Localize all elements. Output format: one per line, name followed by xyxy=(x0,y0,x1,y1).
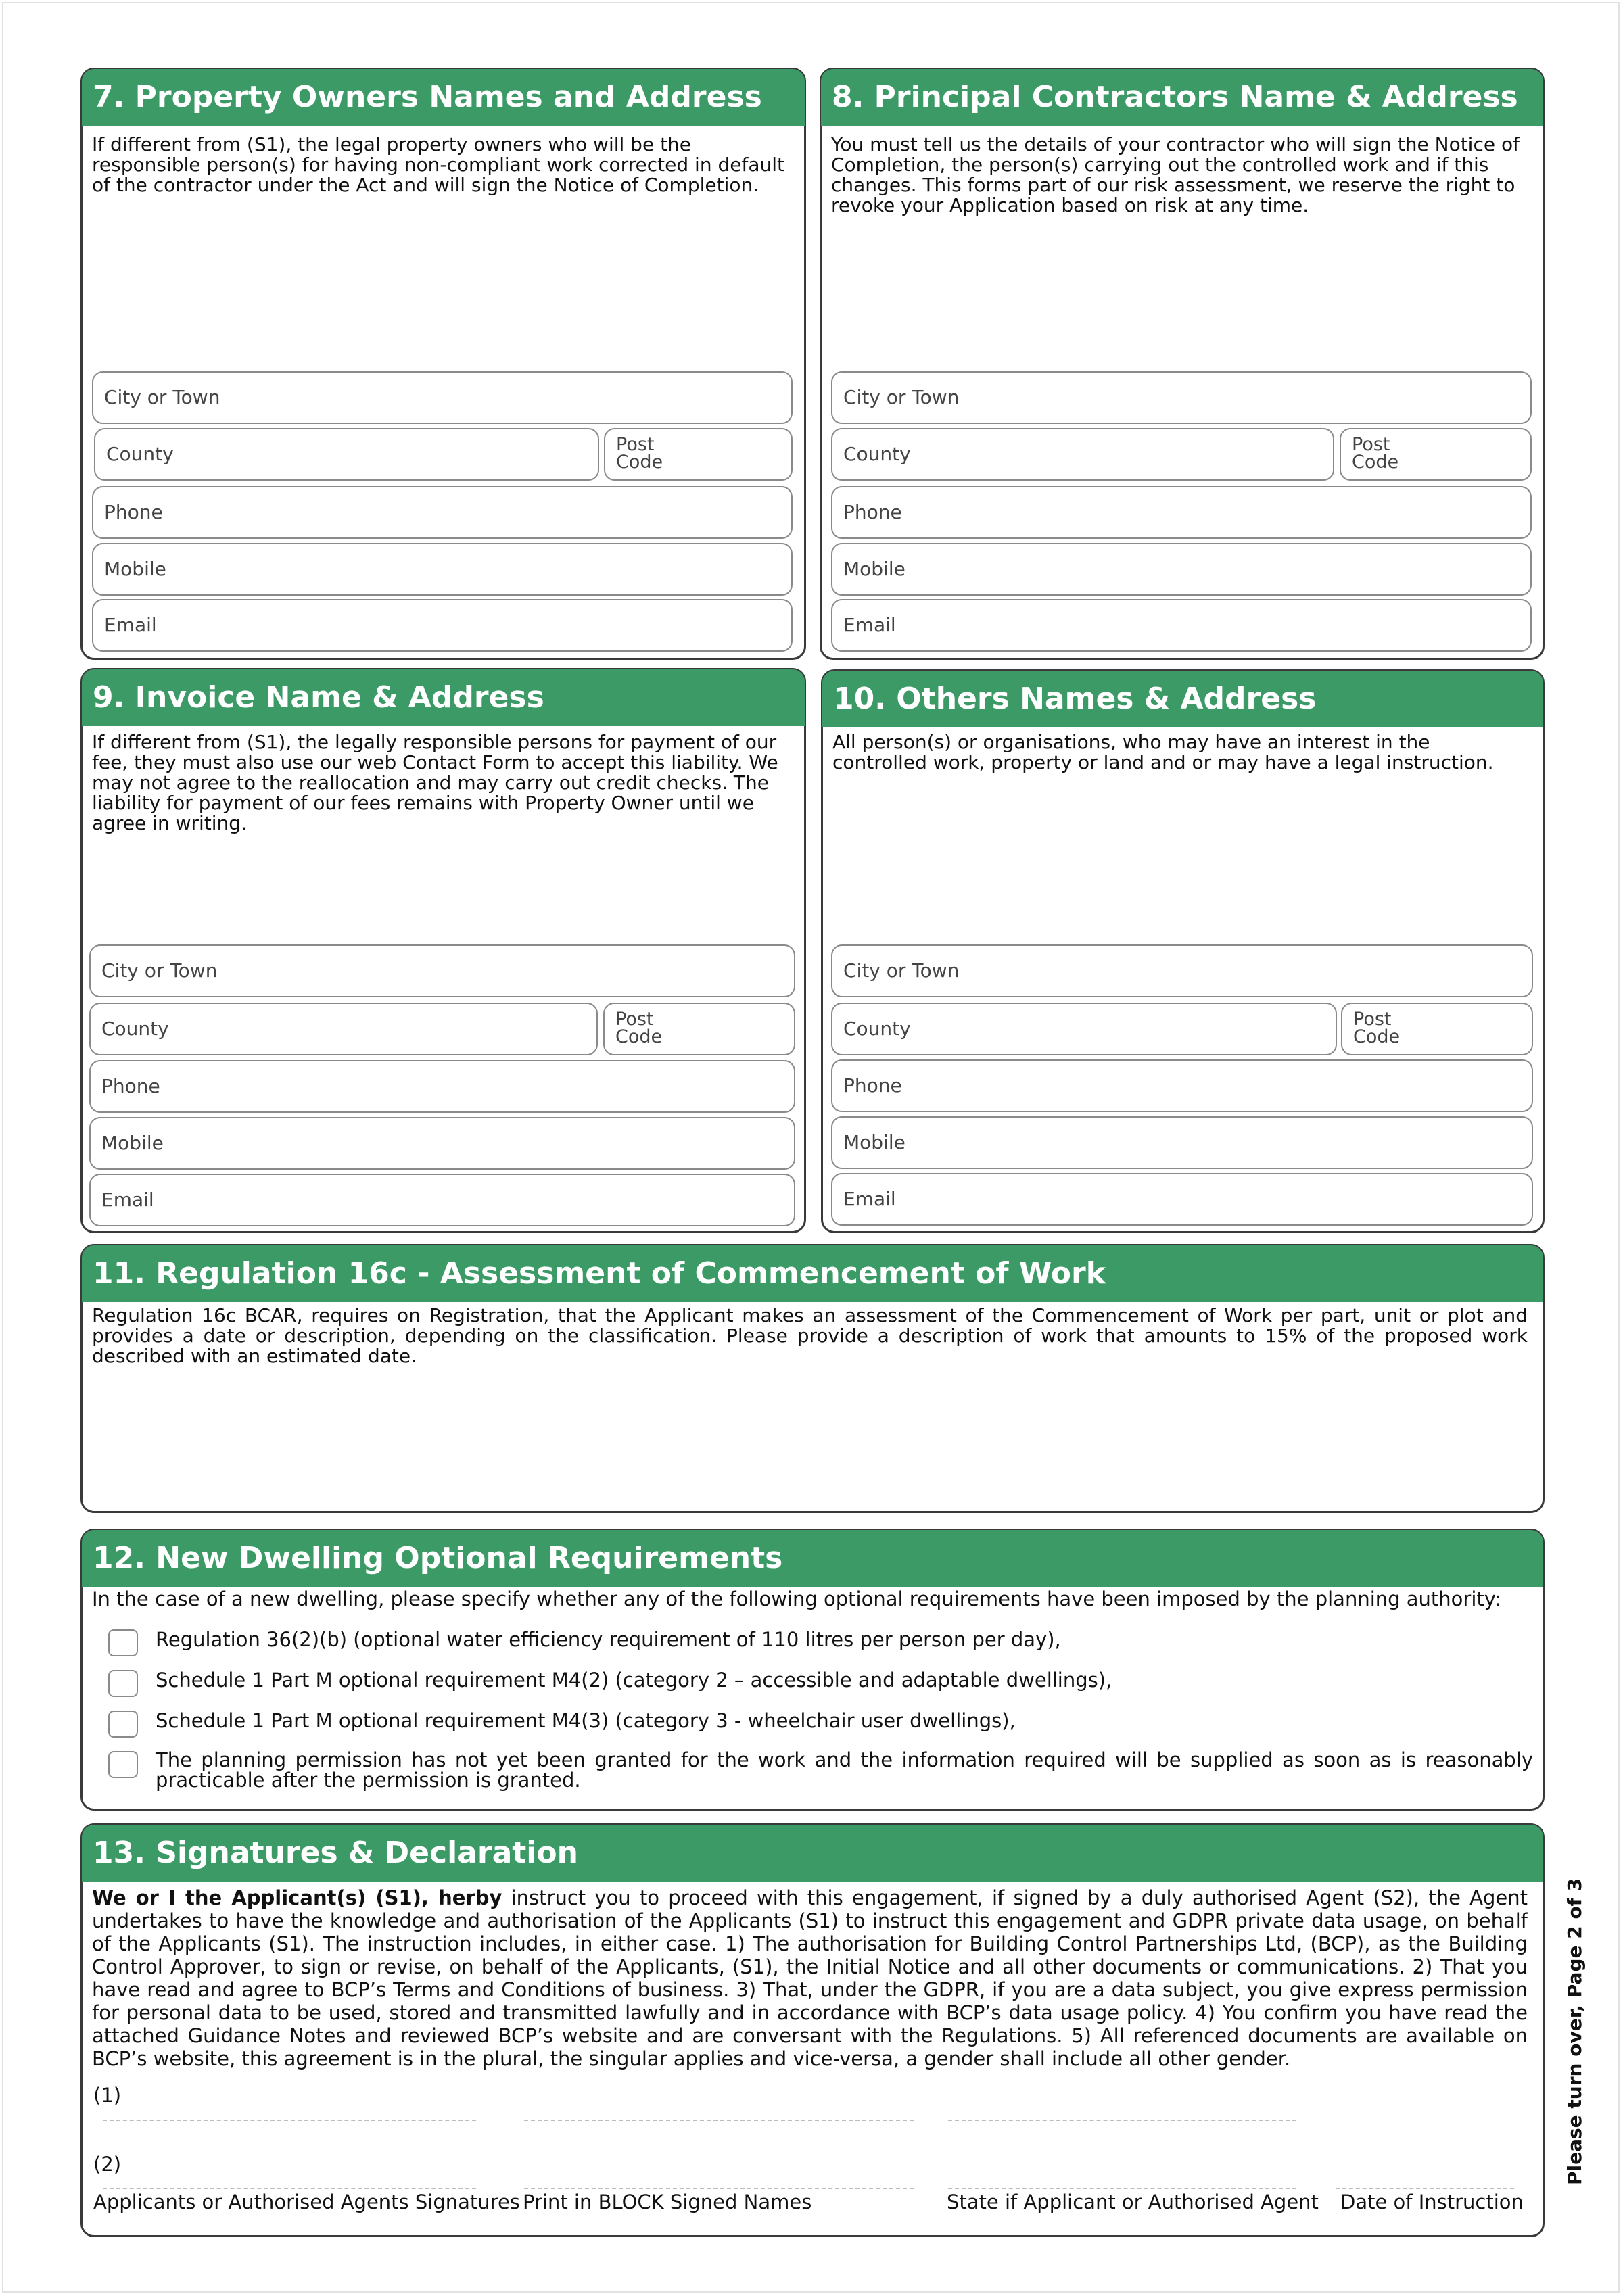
county-field[interactable] xyxy=(831,1003,1337,1055)
city-field[interactable] xyxy=(831,944,1533,997)
city-label: City or Town xyxy=(104,386,220,408)
section-title: 8. Principal Contractors Name & Address xyxy=(821,69,1543,126)
post-code-field[interactable] xyxy=(1340,428,1532,481)
checkbox-m4-3[interactable] xyxy=(108,1711,138,1738)
section-principal-contractors xyxy=(820,68,1545,660)
page-side-note: Please turn over, Page 2 of 3 xyxy=(1563,1878,1586,2185)
section-invoice xyxy=(80,668,806,1233)
city-field[interactable] xyxy=(831,371,1532,424)
county-label: County xyxy=(106,443,174,465)
signature-row-2-label: (2) xyxy=(93,2153,122,2176)
section-title: 13. Signatures & Declaration xyxy=(82,1825,1543,1882)
declaration-body: instruct you to proceed with this engagement, if signed by a duly authorised Agent (S2), the Agent undertakes to have the knowledge and authorisation of the Applicants (S1) to instruct this engagement and GDPR private data usage, on behalf of the Applicants (S1). The instruction includes, in either case. 1) The authorisation for Building Control Partnerships Ltd, (BCP), as the Building Control Approver, to sign or revise, on behalf of the Applicants, (S1), the Initial Notice and all other documents or communications. 2) That you have read and agree to BCP’s Terms and Conditions of business. 3) That, under the GDPR, if you are a data subject, you give express permission for personal data to be used, stored and transmitted lawfully and in accordance with BCP’s data usage policy. 4) You confirm you have read the attached Guidance Notes and reviewed BCP’s website and are conversant with the Regulations. 5) All referenced documents are available on BCP’s website, this agreement is in the plural, the singular applies and vice-versa, a gender shall include all other gender. xyxy=(92,1886,1528,2070)
county-label: County xyxy=(843,443,911,465)
checkbox-permission-pending[interactable] xyxy=(108,1751,138,1778)
section-description: If different from (S1), the legal property owners who will be the responsible person(s) for having non-compliant work corrected in default of the contractor under the Act and will sign the Notice of Completion. xyxy=(92,133,784,196)
date-line[interactable] xyxy=(1336,2188,1514,2189)
phone-field[interactable] xyxy=(92,486,793,539)
city-field[interactable] xyxy=(92,371,793,424)
post-code-label: Post Code xyxy=(1352,434,1399,473)
county-field[interactable] xyxy=(89,1003,598,1055)
option-m4-2: Schedule 1 Part M optional requirement M4(2) (category 2 – accessible and adaptable dwellings), xyxy=(156,1669,1112,1692)
mobile-field[interactable] xyxy=(831,543,1532,596)
email-field[interactable] xyxy=(831,599,1532,652)
mobile-label: Mobile xyxy=(101,1132,164,1154)
phone-field[interactable] xyxy=(831,486,1532,539)
section-new-dwelling xyxy=(80,1529,1545,1811)
city-field[interactable] xyxy=(89,944,795,997)
signature-label: Applicants or Authorised Agents Signatures xyxy=(93,2191,520,2214)
phone-label: Phone xyxy=(104,501,163,523)
city-label: City or Town xyxy=(843,959,960,982)
option-water-efficiency: Regulation 36(2)(b) (optional water efficiency requirement of 110 litres per person per day), xyxy=(156,1628,1061,1651)
section-title: 7. Property Owners Names and Address xyxy=(82,69,805,126)
email-label: Email xyxy=(101,1189,154,1211)
mobile-label: Mobile xyxy=(843,1131,905,1153)
county-label: County xyxy=(843,1018,911,1040)
mobile-label: Mobile xyxy=(104,558,166,580)
mobile-field[interactable] xyxy=(831,1116,1533,1169)
section-title: 11. Regulation 16c - Assessment of Commencement of Work xyxy=(82,1245,1543,1302)
print-name-line-2[interactable] xyxy=(524,2188,914,2189)
county-field[interactable] xyxy=(94,428,599,481)
signature-line-1[interactable] xyxy=(103,2120,476,2121)
post-code-label: Post Code xyxy=(615,1009,663,1047)
city-label: City or Town xyxy=(101,959,218,982)
county-label: County xyxy=(101,1018,169,1040)
section-description: All person(s) or organisations, who may have an interest in the controlled work, property or land and or may have a legal instruction. xyxy=(832,731,1494,773)
checkbox-water-efficiency[interactable] xyxy=(108,1629,138,1656)
checkbox-m4-2[interactable] xyxy=(108,1670,138,1697)
email-field[interactable] xyxy=(92,599,793,652)
section-description: You must tell us the details of your contractor who will sign the Notice of Completion, the person(s) carrying out the controlled work and if this changes. This forms part of our risk assessment, we reserve the right to revoke your Application based on risk at any time. xyxy=(831,133,1520,216)
mobile-field[interactable] xyxy=(89,1117,795,1170)
email-label: Email xyxy=(843,1188,896,1210)
section-title: 9. Invoice Name & Address xyxy=(82,669,805,726)
mobile-label: Mobile xyxy=(843,558,905,580)
mobile-field[interactable] xyxy=(92,543,793,596)
phone-label: Phone xyxy=(101,1075,160,1097)
email-field[interactable] xyxy=(89,1174,795,1226)
post-code-field[interactable] xyxy=(1341,1003,1533,1055)
section-description: Regulation 16c BCAR, requires on Registration, that the Applicant makes an assessment of the Commencement of Work per part, unit or plot and provides a date or description, depending on the classification. Please provide a description of work that amounts to 15% of the proposed work described with an estimated date. xyxy=(92,1304,1528,1367)
county-field[interactable] xyxy=(831,428,1334,481)
section-regulation-16c[interactable] xyxy=(80,1244,1545,1513)
phone-label: Phone xyxy=(843,501,902,523)
signature-line-2[interactable] xyxy=(103,2188,476,2189)
email-field[interactable] xyxy=(831,1173,1533,1226)
option-m4-3: Schedule 1 Part M optional requirement M4(3) (category 3 - wheelchair user dwellings), xyxy=(156,1709,1016,1732)
print-name-line-1[interactable] xyxy=(524,2120,914,2121)
post-code-label: Post Code xyxy=(616,434,663,473)
phone-field[interactable] xyxy=(831,1059,1533,1112)
city-label: City or Town xyxy=(843,386,960,408)
section-property-owners xyxy=(80,68,806,660)
section-signatures xyxy=(80,1823,1545,2237)
post-code-label: Post Code xyxy=(1353,1009,1401,1047)
email-label: Email xyxy=(104,614,157,636)
declaration-text xyxy=(92,1886,1528,2070)
signature-row-1-label: (1) xyxy=(93,2084,122,2107)
section-description: If different from (S1), the legally responsible persons for payment of our fee, they must also use our web Contact Form to accept this liability. We may not agree to the reallocation and may carry out credit checks. The liability for payment of our fees remains with Property Owner until we agree in writing. xyxy=(92,731,778,834)
declaration-lead: We or I the Applicant(s) (S1), herby xyxy=(92,1886,502,1909)
post-code-field[interactable] xyxy=(604,428,793,481)
section-title: 10. Others Names & Address xyxy=(822,671,1543,727)
section-others xyxy=(821,669,1545,1233)
email-label: Email xyxy=(843,614,896,636)
applicant-agent-label: State if Applicant or Authorised Agent xyxy=(947,2191,1319,2214)
phone-label: Phone xyxy=(843,1074,902,1097)
option-permission-pending: The planning permission has not yet been granted for the work and the information required will be supplied as soon as is reasonably practicable after the permission is granted. xyxy=(156,1748,1533,1792)
section-intro: In the case of a new dwelling, please specify whether any of the following optional requirements have been imposed by the planning authority: xyxy=(92,1587,1501,1610)
post-code-field[interactable] xyxy=(603,1003,795,1055)
print-name-label: Print in BLOCK Signed Names xyxy=(523,2191,812,2214)
applicant-agent-line-2[interactable] xyxy=(948,2188,1296,2189)
date-label: Date of Instruction xyxy=(1340,2191,1524,2214)
applicant-agent-line-1[interactable] xyxy=(948,2120,1296,2121)
phone-field[interactable] xyxy=(89,1060,795,1113)
section-title: 12. New Dwelling Optional Requirements xyxy=(82,1530,1543,1587)
